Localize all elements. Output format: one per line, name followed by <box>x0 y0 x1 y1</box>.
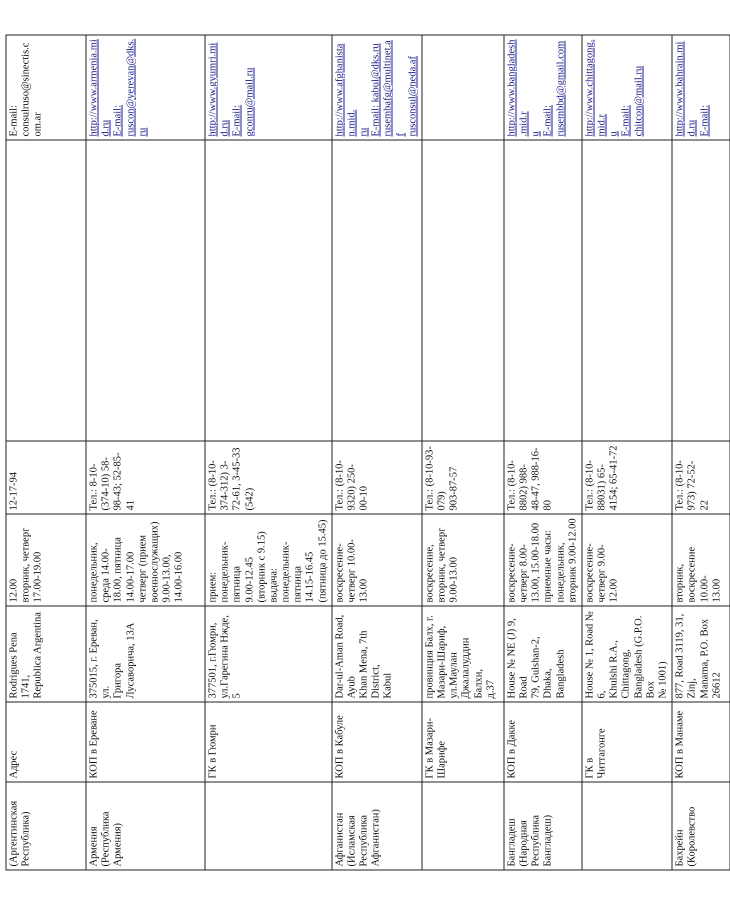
contact-cell[interactable]: http://www.armenia.mid.ru E-mail: ruscon@yerevan@dks.ru <box>86 35 205 140</box>
hours-cell: воскресение, вторник, четверг 9.00-13.00 <box>421 514 503 606</box>
phone-cell: Тел.: (8-10-973) 72-52- 22 <box>672 441 730 514</box>
country-cell: Армения (Республика Армения) <box>86 782 205 870</box>
office-cell: ГК в Мазари- Шарифе <box>421 702 503 782</box>
table-row <box>6 35 86 870</box>
rotated-document-page <box>5 35 722 870</box>
office-cell: КОП в Манаме <box>672 702 730 782</box>
table-row <box>503 35 581 870</box>
contact-cell[interactable]: http://www.afghanistan.mid. ru E-mail: kabul@dks.ru rusembafg@multinet.af rusconsul@neda.af <box>331 35 421 140</box>
table-row <box>86 35 205 870</box>
office-cell: Адрес <box>6 702 86 782</box>
phone-cell: 12-17-94 <box>6 441 86 514</box>
contact-cell[interactable]: http://www.gyumri.mid.ru E-mail: gconru@mail.ru <box>205 35 332 140</box>
hours-cell: 12.00 вторник, четверг 17.00-19.00 <box>6 514 86 606</box>
country-cell <box>205 782 332 870</box>
contact-cell <box>421 35 503 140</box>
country-cell <box>421 782 503 870</box>
office-cell: КОП в Кабуле <box>331 702 421 782</box>
phone-cell: Тел.: (8-10-8802) 988- 48-47, 988-16-80 <box>503 441 581 514</box>
table-row <box>331 35 421 870</box>
empty-cell <box>6 140 86 441</box>
country-cell: Бангладеш (Народная Республика Бангладеш) <box>503 782 581 870</box>
office-cell: ГК в Гюмри <box>205 702 332 782</box>
contact-cell[interactable]: http://www.chittagong.mid.r u E-mail: chitcon@mail.ru <box>581 35 671 140</box>
hours-cell: воскресение-четверг 10.00- 13.00 <box>331 514 421 606</box>
office-cell: КОП в Ереване <box>86 702 205 782</box>
contact-cell: E-mail: consulruso@sinectis.com.ar <box>6 35 86 140</box>
table-row <box>205 35 332 870</box>
address-cell: House № NE (J) 9, Road 79, Gulshan-2, Dhaka, Bangladesh <box>503 606 581 702</box>
consulate-table <box>5 34 730 870</box>
hours-cell: прием: понедельник-пятница 9.00-12.45 (вторник с 9.15) выдача: понедельник-пятница 14.15-16.45 (пятница до 15.45) <box>205 514 332 606</box>
phone-cell: Тел.: (8-10-9320) 250- 00-10 <box>331 441 421 514</box>
country-cell: Афганистан (Исламская Республика Афганистан) <box>331 782 421 870</box>
empty-cell <box>421 140 503 441</box>
address-cell: провинция Балх, г. Мазари-Шариф, ул.Маулан Джалалуддин Балхи, д.37 <box>421 606 503 702</box>
hours-cell: вторник, воскресение 10.00- 13.00 <box>672 514 730 606</box>
address-cell: 877, Road 3119, 31, Zinj, Manama, P.O. Box 26612 <box>672 606 730 702</box>
empty-cell <box>331 140 421 441</box>
table-row <box>672 35 730 870</box>
empty-cell <box>672 140 730 441</box>
empty-cell <box>205 140 332 441</box>
address-cell: Dar-ul-Aman Road, Ayub Khan Mena, 7th District, Kabul <box>331 606 421 702</box>
phone-cell: Тел.: (8-10-88031) 65- 4154; 65-41-72 <box>581 441 671 514</box>
contact-cell[interactable]: http://www.bangladesh.mid.r u E-mail: rusembbd@gmail.com <box>503 35 581 140</box>
hours-cell: понедельник, среда 14.00- 18.00, пятница 14.00-17.00 четверг (прием военнослужащих) 9.00-13.00, 14.00-16.00 <box>86 514 205 606</box>
contact-cell[interactable]: http://www.bahrain.mid.ru E-mail: <box>672 35 730 140</box>
phone-cell: Тел.: 8-10-(374-10) 58- 98-43; 52-85-41 <box>86 441 205 514</box>
address-cell: 375015, г. Ереван, ул. Григора Лусаворича, 13А <box>86 606 205 702</box>
country-cell: (Аргентинская Республика) <box>6 782 86 870</box>
phone-cell: Тел.: (8-10-374-312) 3- 72-61, 3-45-33 (542) <box>205 441 332 514</box>
office-cell: КОП в Дакке <box>503 702 581 782</box>
address-cell: Rodrigues Pena 1741, Republica Argentina <box>6 606 86 702</box>
hours-cell: воскресение-четверг 8.00- 13.00, 15.00-18.00 приемные часы: понедельник, вторник 9.00-12.00 <box>503 514 581 606</box>
empty-cell <box>581 140 671 441</box>
hours-cell: воскресение-четверг 9.00- 12.00 <box>581 514 671 606</box>
table-row <box>421 35 503 870</box>
country-cell <box>581 782 671 870</box>
office-cell: ГК в Читтагонге <box>581 702 671 782</box>
table-row <box>581 35 671 870</box>
address-cell: House № 1, Road № 6, Khulshi R.A., Chittagong, Bangladesh (G.P.O. Box № 1001) <box>581 606 671 702</box>
country-cell: Бахрейн (Королевство <box>672 782 730 870</box>
address-cell: 377501, г.Гюмри, ул.Гарегина Нжде, 5 <box>205 606 332 702</box>
phone-cell: Тел.: (8-10-93-079) 903-87-57 <box>421 441 503 514</box>
empty-cell <box>86 140 205 441</box>
empty-cell <box>503 140 581 441</box>
